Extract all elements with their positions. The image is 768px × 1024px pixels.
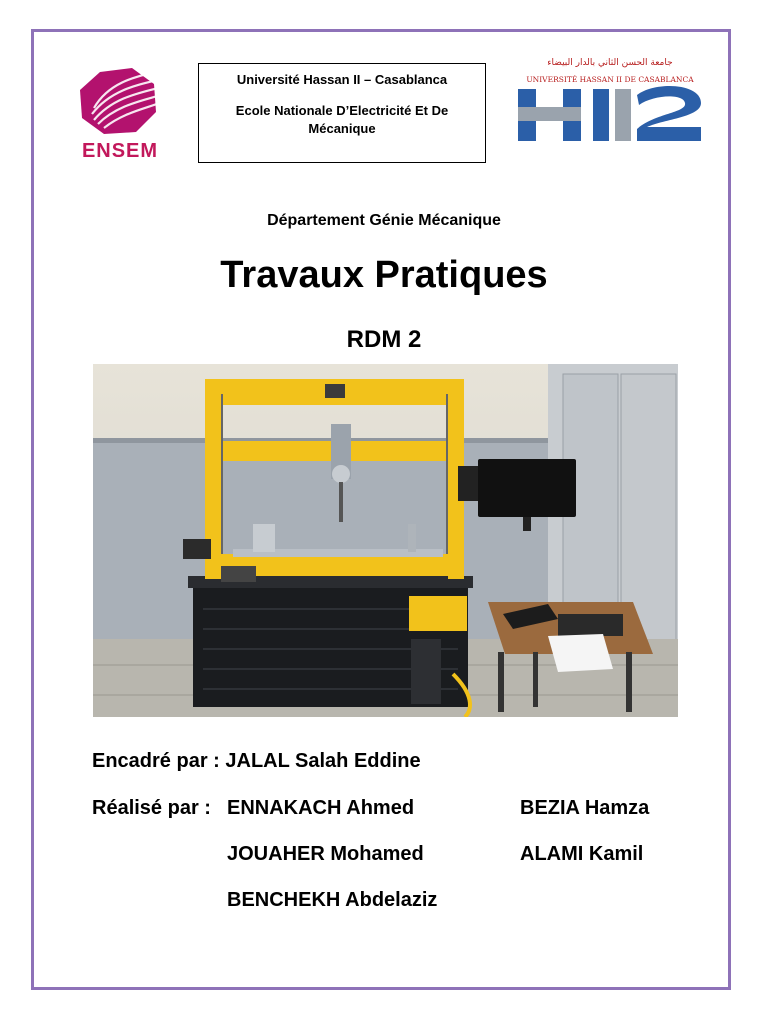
author-name: JOUAHER Mohamed (227, 843, 424, 865)
ensem-logo-text: ENSEM (81, 140, 159, 162)
department-title: Département Génie Mécanique (267, 212, 501, 229)
test-bench-photo (93, 364, 678, 717)
author-name: ENNAKACH Ahmed (227, 797, 415, 819)
author-name: BENCHEKH Abdelaziz (227, 889, 438, 911)
document-title: Travaux Pratiques (220, 254, 548, 296)
uh2-latin-line: UNIVERSITÉ HASSAN II DE CASABLANCA (526, 75, 694, 84)
supervisor-name: JALAL Salah Eddine (225, 750, 421, 772)
school-name: Ecole Nationale D’Electricité Et De Mécanique (235, 103, 449, 136)
author-name: ALAMI Kamil (520, 843, 644, 865)
authors-label: Réalisé par : (92, 797, 211, 819)
supervised-label: Encadré par : (92, 750, 220, 772)
uh2-logo-icon (515, 55, 705, 147)
document-subtitle: RDM 2 (346, 326, 422, 353)
supervised-by-line (92, 750, 421, 773)
uh2-arabic-line: جامعة الحسن الثاني بالدار البيضاء (547, 58, 673, 68)
university-name: Université Hassan II – Casablanca (236, 72, 448, 87)
author-name: BEZIA Hamza (520, 797, 650, 819)
university-box (198, 63, 486, 163)
